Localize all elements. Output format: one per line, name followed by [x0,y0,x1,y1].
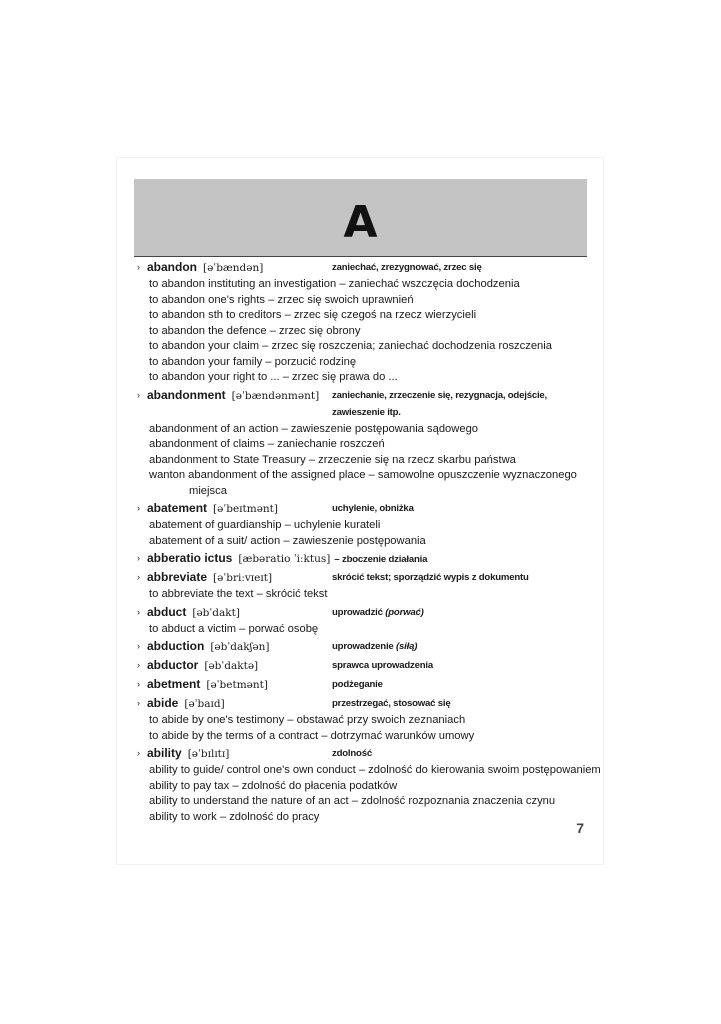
usage-example: to abide by one's testimony – obstawać przy swoich zeznaniach [149,714,466,726]
entry-bullet: › [137,262,140,272]
entry-bullet: › [137,503,140,513]
pronunciation: [əˈbændənmənt] [231,389,320,402]
translation: zaniechać, zrezygnować, zrzec się [332,262,482,273]
translation-group [332,387,597,421]
pronunciation: [əˈbriːvɪeɪt] [213,572,273,584]
headword-group [147,258,263,278]
entry-headline [117,637,603,656]
pronunciation: [əˈbaɪd] [184,698,225,710]
translation: podżeganie [332,679,383,690]
dictionary-page [117,158,603,864]
entry-headline [117,549,603,568]
translation: uprowadzić [332,606,383,618]
entry-bullet: › [137,389,140,400]
usage-example: abandonment to State Treasury – zrzeczenie się na rzecz skarbu państwa [149,453,516,466]
headword-group [147,694,225,714]
usage-example: abatement of a suit/ action – zawieszenie postępowania [149,534,426,547]
entry-headline [117,386,603,422]
dictionary-entry [117,744,603,825]
headword: abbreviate [147,570,208,584]
translation-group [332,258,597,277]
dictionary-entry [117,258,603,386]
entry-headline [117,499,603,518]
entry-bullet: › [137,679,140,689]
headword: abatement [147,501,208,515]
entry-headline [117,258,603,277]
pronunciation: [əbˈdakt] [192,606,240,619]
section-letter: A [343,197,378,248]
entry-bullet: › [137,572,140,582]
translation: przestrzegać, stosować się [332,698,451,709]
entry-list [117,258,603,825]
translation: – zboczenie działania [334,554,428,565]
usage-example: ability to work – zdolność do pracy [149,810,320,823]
pronunciation: [əˈbeɪtmənt] [213,503,278,515]
entry-headline [117,656,603,675]
pronunciation: [əˈbændən] [203,262,264,274]
entry-bullet: › [137,698,140,708]
translation-group [332,656,597,675]
translation: skrócić tekst; sporządzić wypis z dokumentu [332,572,529,583]
usage-example: to abduct a victim – porwać osobę [149,622,319,635]
usage-example: to abandon instituting an investigation – zaniechać wszczęcia dochodzenia [149,278,520,290]
pronunciation: [əˈbetmənt] [206,679,268,691]
usage-example: abandonment of claims – zaniechanie roszczeń [149,438,385,450]
headword: abide [147,696,179,710]
translation: uprowadzenie [332,641,394,652]
pronunciation: [æbəratio ˈiːktus] [238,553,331,565]
translation: uchylenie, obniżka [332,503,414,514]
translation-group [332,568,597,587]
translation: sprawca uprowadzenia [332,660,434,671]
pronunciation: [əˈbɪlɪtɪ] [187,748,230,760]
entry-bullet: › [137,553,140,563]
usage-example: ability to understand the nature of an act – zdolność rozpoznania znaczenia czynu [149,795,556,807]
headword-group [147,549,427,569]
entry-headline [117,568,603,587]
usage-example: to abbreviate the text – skrócić tekst [149,588,328,600]
dictionary-entry [117,386,603,500]
translation: zaniechanie, zrzeczenie się, rezygnacja, odejście, zawieszenie itp. [332,389,548,418]
headword: abberatio ictus [147,551,233,565]
translation-group [332,499,597,518]
dictionary-entry [117,499,603,549]
headword-group [147,603,240,623]
entry-headline [117,603,603,622]
headword: abandonment [147,387,226,402]
headword-group [147,568,272,588]
usage-example: to abandon one's rights – zrzec się swoich uprawnień [149,293,414,306]
headword: abetment [147,677,201,691]
dictionary-entry [117,637,603,656]
usage-example: to abandon your claim – zrzec się roszczenia; zaniechać dochodzenia roszczenia [149,340,552,352]
translation-group [332,637,597,656]
usage-example: abatement of guardianship – uchylenie kurateli [149,519,381,531]
headword-group [147,637,270,657]
letter-banner [134,179,587,257]
usage-example: to abide by the terms of a contract – dotrzymać warunków umowy [149,729,475,742]
dictionary-entry [117,568,603,603]
headword: abandon [147,260,197,274]
dictionary-entry [117,675,603,694]
usage-example: to abandon sth to creditors – zrzec się czegoś na rzecz wierzycieli [149,309,477,321]
pronunciation: [əbˈdakʃən] [210,641,270,653]
usage-example: to abandon your right to ... – zrzec się prawa do ... [149,371,398,383]
translation-group [332,675,597,694]
translation-note: (porwać) [385,606,424,618]
dictionary-entry [117,694,603,744]
usage-example: wanton abandonment of the assigned place – samowolne opuszczenie wyznaczonego miejsca [149,469,577,497]
dictionary-entry [117,549,603,568]
headword-group [147,386,319,406]
headword: ability [147,746,182,760]
headword-group [147,744,229,764]
dictionary-entry [117,656,603,675]
pronunciation: [əbˈdaktə] [204,660,259,672]
headword-group [147,499,278,519]
entry-bullet: › [137,641,140,651]
usage-example: to abandon your family – porzucić rodzinę [149,355,357,368]
page-number: 7 [576,820,584,836]
usage-example: abandonment of an action – zawieszenie postępowania sądowego [149,422,479,435]
headword: abduct [147,604,187,619]
usage-example: to abandon the defence – zrzec się obrony [149,324,361,337]
entry-headline [117,744,603,763]
entry-bullet: › [137,748,140,758]
entry-bullet: › [137,660,140,670]
headword: abductor [147,658,199,672]
entry-headline [117,675,603,694]
translation-group [332,694,597,713]
headword-group [147,656,258,676]
usage-example: ability to guide/ control one's own conduct – zdolność do kierowania swoim postępowaniem [149,764,601,776]
translation: zdolność [332,748,372,759]
translation-group [332,603,597,622]
headword-group [147,675,268,695]
translation-group [332,744,597,763]
usage-example: ability to pay tax – zdolność do płacenia podatków [149,779,398,792]
translation-note: (siłą) [396,641,418,652]
dictionary-entry [117,603,603,638]
entry-headline [117,694,603,713]
headword: abduction [147,639,205,653]
entry-bullet: › [137,606,140,617]
